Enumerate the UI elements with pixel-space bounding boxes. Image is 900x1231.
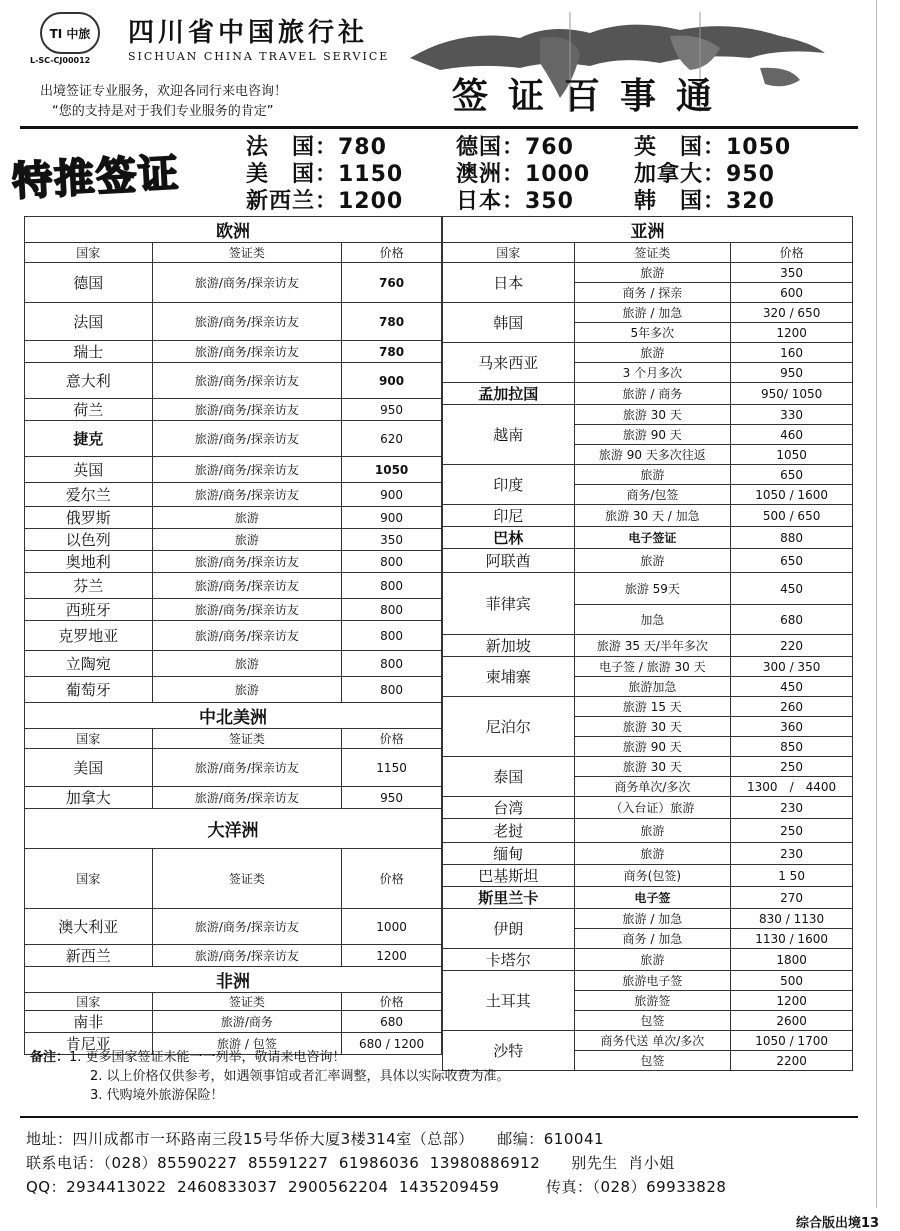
price-cell: 450 (731, 677, 853, 697)
visa-type-cell: 旅游/商务/探亲访友 (152, 599, 342, 621)
slogan-line-2: “您的支持是对于我们专业服务的肯定” (52, 104, 274, 119)
notes-label: 备注： (30, 1050, 70, 1065)
visa-type-cell: 旅游/商务/探亲访友 (152, 621, 342, 651)
table-row (443, 303, 853, 323)
price-cell: 250 (731, 757, 853, 777)
country-cell: 英国 (25, 457, 153, 483)
table-row (443, 909, 853, 929)
visa-type-cell: 旅游 (152, 677, 342, 703)
country-cell: 俄罗斯 (25, 507, 153, 529)
country-cell: 捷克 (25, 421, 153, 457)
col-type-header: 签证类 (152, 993, 342, 1011)
price-cell: 220 (731, 635, 853, 657)
country-cell: 老挝 (443, 819, 575, 843)
col-country-header: 国家 (25, 243, 153, 263)
qq-fax-line: QQ：2934413022 2460833037 2900562204 1435209459 传真：（028）69933828 (26, 1178, 727, 1196)
price-cell: 1300 / 4400 (731, 777, 853, 797)
visa-type-cell: 商务/包签 (574, 485, 731, 505)
country-cell: 日本 (443, 263, 575, 303)
country-cell: 巴基斯坦 (443, 865, 575, 887)
col-country-header: 国家 (443, 243, 575, 263)
price-cell: 300 / 350 (731, 657, 853, 677)
visa-type-cell: 旅游 30 天 / 加急 (574, 505, 731, 527)
visa-type-cell: 旅游/商务/探亲访友 (152, 421, 342, 457)
agency-name: 四川省中国旅行社 (128, 18, 369, 48)
price-cell: 450 (731, 573, 853, 605)
table-row (443, 797, 853, 819)
price-cell: 330 (731, 405, 853, 425)
visa-type-cell: 商务(包签) (574, 865, 731, 887)
promo-item: 加拿大：950 (634, 162, 775, 187)
price-cell: 1200 (342, 945, 442, 967)
price-cell: 1150 (342, 749, 442, 787)
agency-name-en: SICHUAN CHINA TRAVEL SERVICE (128, 50, 390, 63)
visa-type-cell: 旅游 15 天 (574, 697, 731, 717)
promo-title: 特推签证 (11, 150, 182, 206)
country-cell: 瑞士 (25, 341, 153, 363)
price-cell: 270 (731, 887, 853, 909)
visa-type-cell: 旅游电子签 (574, 971, 731, 991)
table-row (25, 363, 442, 399)
table-row (25, 303, 442, 341)
visa-type-cell: 包签 (574, 1051, 731, 1071)
table-row (443, 465, 853, 485)
phone-line: 联系电话：（028）85590227 85591227 61986036 13980886912 别先生 肖小姐 (26, 1154, 675, 1172)
col-type-header: 签证类 (152, 849, 342, 909)
table-row (443, 405, 853, 425)
table-row (25, 621, 442, 651)
price-cell: 500 / 650 (731, 505, 853, 527)
price-cell: 160 (731, 343, 853, 363)
table-row (443, 549, 853, 573)
price-cell: 800 (342, 573, 442, 599)
price-cell: 2200 (731, 1051, 853, 1071)
price-cell: 800 (342, 599, 442, 621)
table-row (25, 749, 442, 787)
table-row (25, 945, 442, 967)
visa-type-cell: 旅游/商务/探亲访友 (152, 787, 342, 809)
price-cell: 260 (731, 697, 853, 717)
visa-type-cell: 旅游/商务/探亲访友 (152, 341, 342, 363)
country-cell: 卡塔尔 (443, 949, 575, 971)
visa-type-cell: 旅游/商务/探亲访友 (152, 457, 342, 483)
price-cell: 650 (731, 549, 853, 573)
country-cell: 阿联酋 (443, 549, 575, 573)
note-1: 1. 更多国家签证未能一一列举，敬请来电咨询！ (69, 1050, 346, 1065)
visa-type-cell: 旅游 (574, 549, 731, 573)
table-row (443, 657, 853, 677)
table-row (443, 819, 853, 843)
price-cell: 460 (731, 425, 853, 445)
table-row (443, 887, 853, 909)
price-cell: 600 (731, 283, 853, 303)
price-cell: 680 / 1200 (342, 1033, 442, 1055)
price-cell: 800 (342, 621, 442, 651)
contact-footer (26, 1128, 726, 1200)
section-title: 大洋洲 (25, 809, 442, 849)
visa-type-cell: 旅游签 (574, 991, 731, 1011)
table-row (25, 399, 442, 421)
price-cell: 800 (342, 677, 442, 703)
table-row (25, 599, 442, 621)
country-cell: 法国 (25, 303, 153, 341)
promo-item: 美 国：1150 (246, 162, 404, 187)
price-cell: 1200 (731, 323, 853, 343)
visa-type-cell: 旅游/商务/探亲访友 (152, 483, 342, 507)
promo-item: 法 国：780 (246, 135, 387, 160)
agency-logo (40, 12, 100, 54)
visa-type-cell: 旅游 / 包签 (152, 1033, 342, 1055)
price-cell: 1050 / 1600 (731, 485, 853, 505)
country-cell: 荷兰 (25, 399, 153, 421)
country-cell: 美国 (25, 749, 153, 787)
table-row (25, 787, 442, 809)
country-cell: 斯里兰卡 (443, 887, 575, 909)
visa-type-cell: 旅游/商务/探亲访友 (152, 945, 342, 967)
price-cell: 800 (342, 651, 442, 677)
visa-type-cell: 旅游/商务/探亲访友 (152, 573, 342, 599)
license-code: L-SC-CJ00012 (30, 56, 91, 65)
table-row (25, 263, 442, 303)
price-cell: 850 (731, 737, 853, 757)
country-cell: 印尼 (443, 505, 575, 527)
country-cell: 澳大利亚 (25, 909, 153, 945)
country-cell: 尼泊尔 (443, 697, 575, 757)
visa-type-cell: 旅游 (574, 465, 731, 485)
country-cell: 巴林 (443, 527, 575, 549)
country-cell: 爱尔兰 (25, 483, 153, 507)
visa-type-cell: 电子签 (574, 887, 731, 909)
price-cell: 1000 (342, 909, 442, 945)
table-row (443, 505, 853, 527)
price-cell: 1200 (731, 991, 853, 1011)
price-cell: 800 (342, 551, 442, 573)
visa-type-cell: 旅游 (574, 343, 731, 363)
visa-type-cell: 旅游 / 商务 (574, 383, 731, 405)
table-row (25, 341, 442, 363)
visa-type-cell: 旅游 / 加急 (574, 909, 731, 929)
country-cell: 肯尼亚 (25, 1033, 153, 1055)
col-country-header: 国家 (25, 993, 153, 1011)
visa-type-cell: 商务单次/多次 (574, 777, 731, 797)
price-cell: 680 (731, 605, 853, 635)
visa-type-cell: 商务 / 加急 (574, 929, 731, 949)
col-price-header: 价格 (342, 849, 442, 909)
country-cell: 柬埔寨 (443, 657, 575, 697)
country-cell: 加拿大 (25, 787, 153, 809)
col-type-header: 签证类 (574, 243, 731, 263)
visa-type-cell: 旅游/商务/探亲访友 (152, 263, 342, 303)
table-row (443, 635, 853, 657)
table-row (25, 421, 442, 457)
price-cell: 950 (342, 399, 442, 421)
price-cell: 1050 (731, 445, 853, 465)
price-cell: 830 / 1130 (731, 909, 853, 929)
country-cell: 奥地利 (25, 551, 153, 573)
visa-type-cell: 旅游/商务/探亲访友 (152, 399, 342, 421)
promo-item: 日本：350 (456, 189, 574, 214)
visa-type-cell: 加急 (574, 605, 731, 635)
visa-type-cell: 旅游 90 天多次往返 (574, 445, 731, 465)
country-cell: 新加坡 (443, 635, 575, 657)
logo-text: TI 中旅 (49, 26, 91, 41)
visa-type-cell: 旅游 35 天/半年多次 (574, 635, 731, 657)
note-3: 3. 代购境外旅游保险！ (90, 1088, 224, 1103)
table-row (443, 343, 853, 363)
visa-type-cell: 旅游/商务/探亲访友 (152, 363, 342, 399)
section-row (25, 967, 442, 993)
visa-type-cell: 旅游 (574, 819, 731, 843)
price-cell: 620 (342, 421, 442, 457)
note-2: 2. 以上价格仅供参考，如遇领事馆或者汇率调整，具体以实际收费为准。 (90, 1069, 510, 1084)
promo-row (246, 157, 846, 187)
price-cell: 350 (342, 529, 442, 551)
promo-item: 韩 国：320 (634, 189, 775, 214)
promo-item: 新西兰：1200 (246, 189, 404, 214)
section-title: 亚洲 (443, 217, 853, 243)
visa-type-cell: 旅游/商务/探亲访友 (152, 551, 342, 573)
country-cell: 伊朗 (443, 909, 575, 949)
price-cell: 350 (731, 263, 853, 283)
country-cell: 意大利 (25, 363, 153, 399)
footer-divider (20, 1116, 858, 1118)
header-row (25, 849, 442, 909)
table-row (25, 1011, 442, 1033)
price-cell: 1050 (342, 457, 442, 483)
country-cell: 孟加拉国 (443, 383, 575, 405)
visa-type-cell: 3 个月多次 (574, 363, 731, 383)
visa-type-cell: 旅游加急 (574, 677, 731, 697)
visa-type-cell: 旅游 30 天 (574, 405, 731, 425)
country-cell: 新西兰 (25, 945, 153, 967)
visa-type-cell: 商务 / 探亲 (574, 283, 731, 303)
price-cell: 780 (342, 341, 442, 363)
section-row (25, 703, 442, 729)
visa-table-left (24, 216, 442, 1055)
visa-type-cell: 包签 (574, 1011, 731, 1031)
notes (30, 1048, 510, 1105)
price-cell: 950/ 1050 (731, 383, 853, 405)
col-country-header: 国家 (25, 849, 153, 909)
visa-type-cell: 旅游 (152, 529, 342, 551)
promo-item: 德国：760 (456, 135, 574, 160)
promo-item: 澳洲：1000 (456, 162, 591, 187)
header-row (25, 993, 442, 1011)
table-row (25, 507, 442, 529)
promo-row (246, 184, 846, 214)
price-cell: 2600 (731, 1011, 853, 1031)
country-cell: 立陶宛 (25, 651, 153, 677)
price-cell: 1130 / 1600 (731, 929, 853, 949)
col-price-header: 价格 (731, 243, 853, 263)
col-price-header: 价格 (342, 243, 442, 263)
country-cell: 芬兰 (25, 573, 153, 599)
visa-type-cell: 旅游 59天 (574, 573, 731, 605)
table-row (25, 551, 442, 573)
country-cell: 越南 (443, 405, 575, 465)
visa-type-cell: 旅游 (152, 651, 342, 677)
table-row (25, 909, 442, 945)
table-row (25, 483, 442, 507)
country-cell: 南非 (25, 1011, 153, 1033)
price-cell: 780 (342, 303, 442, 341)
visa-type-cell: 5年多次 (574, 323, 731, 343)
visa-type-cell: （入台证）旅游 (574, 797, 731, 819)
country-cell: 德国 (25, 263, 153, 303)
address-line: 地址：四川成都市一环路南三段15号华侨大厦3楼314室（总部） 邮编：610041 (26, 1130, 605, 1148)
visa-table-right (442, 216, 853, 1071)
slogan-line-1: 出境签证专业服务，欢迎各同行来电咨询！ (40, 84, 288, 99)
visa-type-cell: 旅游 (152, 507, 342, 529)
table-row (25, 677, 442, 703)
country-cell: 台湾 (443, 797, 575, 819)
visa-type-cell: 旅游/商务/探亲访友 (152, 909, 342, 945)
section-title: 非洲 (25, 967, 442, 993)
price-cell: 250 (731, 819, 853, 843)
visa-type-cell: 旅游 90 天 (574, 737, 731, 757)
table-row (25, 651, 442, 677)
col-type-header: 签证类 (152, 729, 342, 749)
price-cell: 900 (342, 507, 442, 529)
header-divider (20, 126, 858, 129)
country-cell: 缅甸 (443, 843, 575, 865)
visa-type-cell: 旅游 (574, 843, 731, 865)
visa-type-cell: 旅游 / 加急 (574, 303, 731, 323)
country-cell: 沙特 (443, 1031, 575, 1071)
table-row (443, 949, 853, 971)
price-cell: 320 / 650 (731, 303, 853, 323)
country-cell: 马来西亚 (443, 343, 575, 383)
col-price-header: 价格 (342, 993, 442, 1011)
col-country-header: 国家 (25, 729, 153, 749)
table-row (25, 573, 442, 599)
country-cell: 葡萄牙 (25, 677, 153, 703)
col-type-header: 签证类 (152, 243, 342, 263)
table-row (443, 697, 853, 717)
country-cell: 菲律宾 (443, 573, 575, 635)
price-cell: 900 (342, 483, 442, 507)
table-row (443, 527, 853, 549)
visa-type-cell: 旅游 90 天 (574, 425, 731, 445)
price-cell: 650 (731, 465, 853, 485)
header-row (25, 243, 442, 263)
promo-item: 英 国：1050 (634, 135, 792, 160)
col-price-header: 价格 (342, 729, 442, 749)
price-cell: 230 (731, 843, 853, 865)
price-cell: 950 (342, 787, 442, 809)
table-row (443, 757, 853, 777)
table-row (443, 573, 853, 605)
table-row (443, 971, 853, 991)
country-cell: 西班牙 (25, 599, 153, 621)
price-cell: 680 (342, 1011, 442, 1033)
price-cell: 500 (731, 971, 853, 991)
promo-price-list (246, 130, 846, 214)
price-cell: 950 (731, 363, 853, 383)
visa-type-cell: 旅游 30 天 (574, 757, 731, 777)
section-title: 欧洲 (25, 217, 442, 243)
table-row (25, 529, 442, 551)
visa-type-cell: 旅游 (574, 949, 731, 971)
country-cell: 以色列 (25, 529, 153, 551)
table-row (443, 263, 853, 283)
table-row (443, 383, 853, 405)
price-cell: 230 (731, 797, 853, 819)
visa-type-cell: 电子签证 (574, 527, 731, 549)
visa-type-cell: 商务代送 单次/多次 (574, 1031, 731, 1051)
visa-type-cell: 旅游/商务/探亲访友 (152, 749, 342, 787)
section-row (25, 217, 442, 243)
table-row (25, 457, 442, 483)
visa-type-cell: 旅游/商务 (152, 1011, 342, 1033)
price-cell: 1050 / 1700 (731, 1031, 853, 1051)
visa-type-cell: 旅游 30 天 (574, 717, 731, 737)
visa-type-cell: 电子签 / 旅游 30 天 (574, 657, 731, 677)
country-cell: 土耳其 (443, 971, 575, 1031)
section-title: 中北美洲 (25, 703, 442, 729)
country-cell: 克罗地亚 (25, 621, 153, 651)
price-cell: 880 (731, 527, 853, 549)
price-cell: 900 (342, 363, 442, 399)
price-cell: 1800 (731, 949, 853, 971)
visa-type-cell: 旅游/商务/探亲访友 (152, 303, 342, 341)
visa-type-cell: 旅游 (574, 263, 731, 283)
promo-row (246, 130, 846, 160)
header-row (443, 243, 853, 263)
price-cell: 760 (342, 263, 442, 303)
page-badge: 综合版出境13 (796, 1216, 880, 1231)
section-row (25, 809, 442, 849)
section-row (443, 217, 853, 243)
price-cell: 1 50 (731, 865, 853, 887)
table-row (443, 843, 853, 865)
country-cell: 韩国 (443, 303, 575, 343)
header-row (25, 729, 442, 749)
country-cell: 泰国 (443, 757, 575, 797)
visa-title: 签证百事通 (452, 76, 733, 117)
table-row (443, 865, 853, 887)
price-cell: 360 (731, 717, 853, 737)
country-cell: 印度 (443, 465, 575, 505)
